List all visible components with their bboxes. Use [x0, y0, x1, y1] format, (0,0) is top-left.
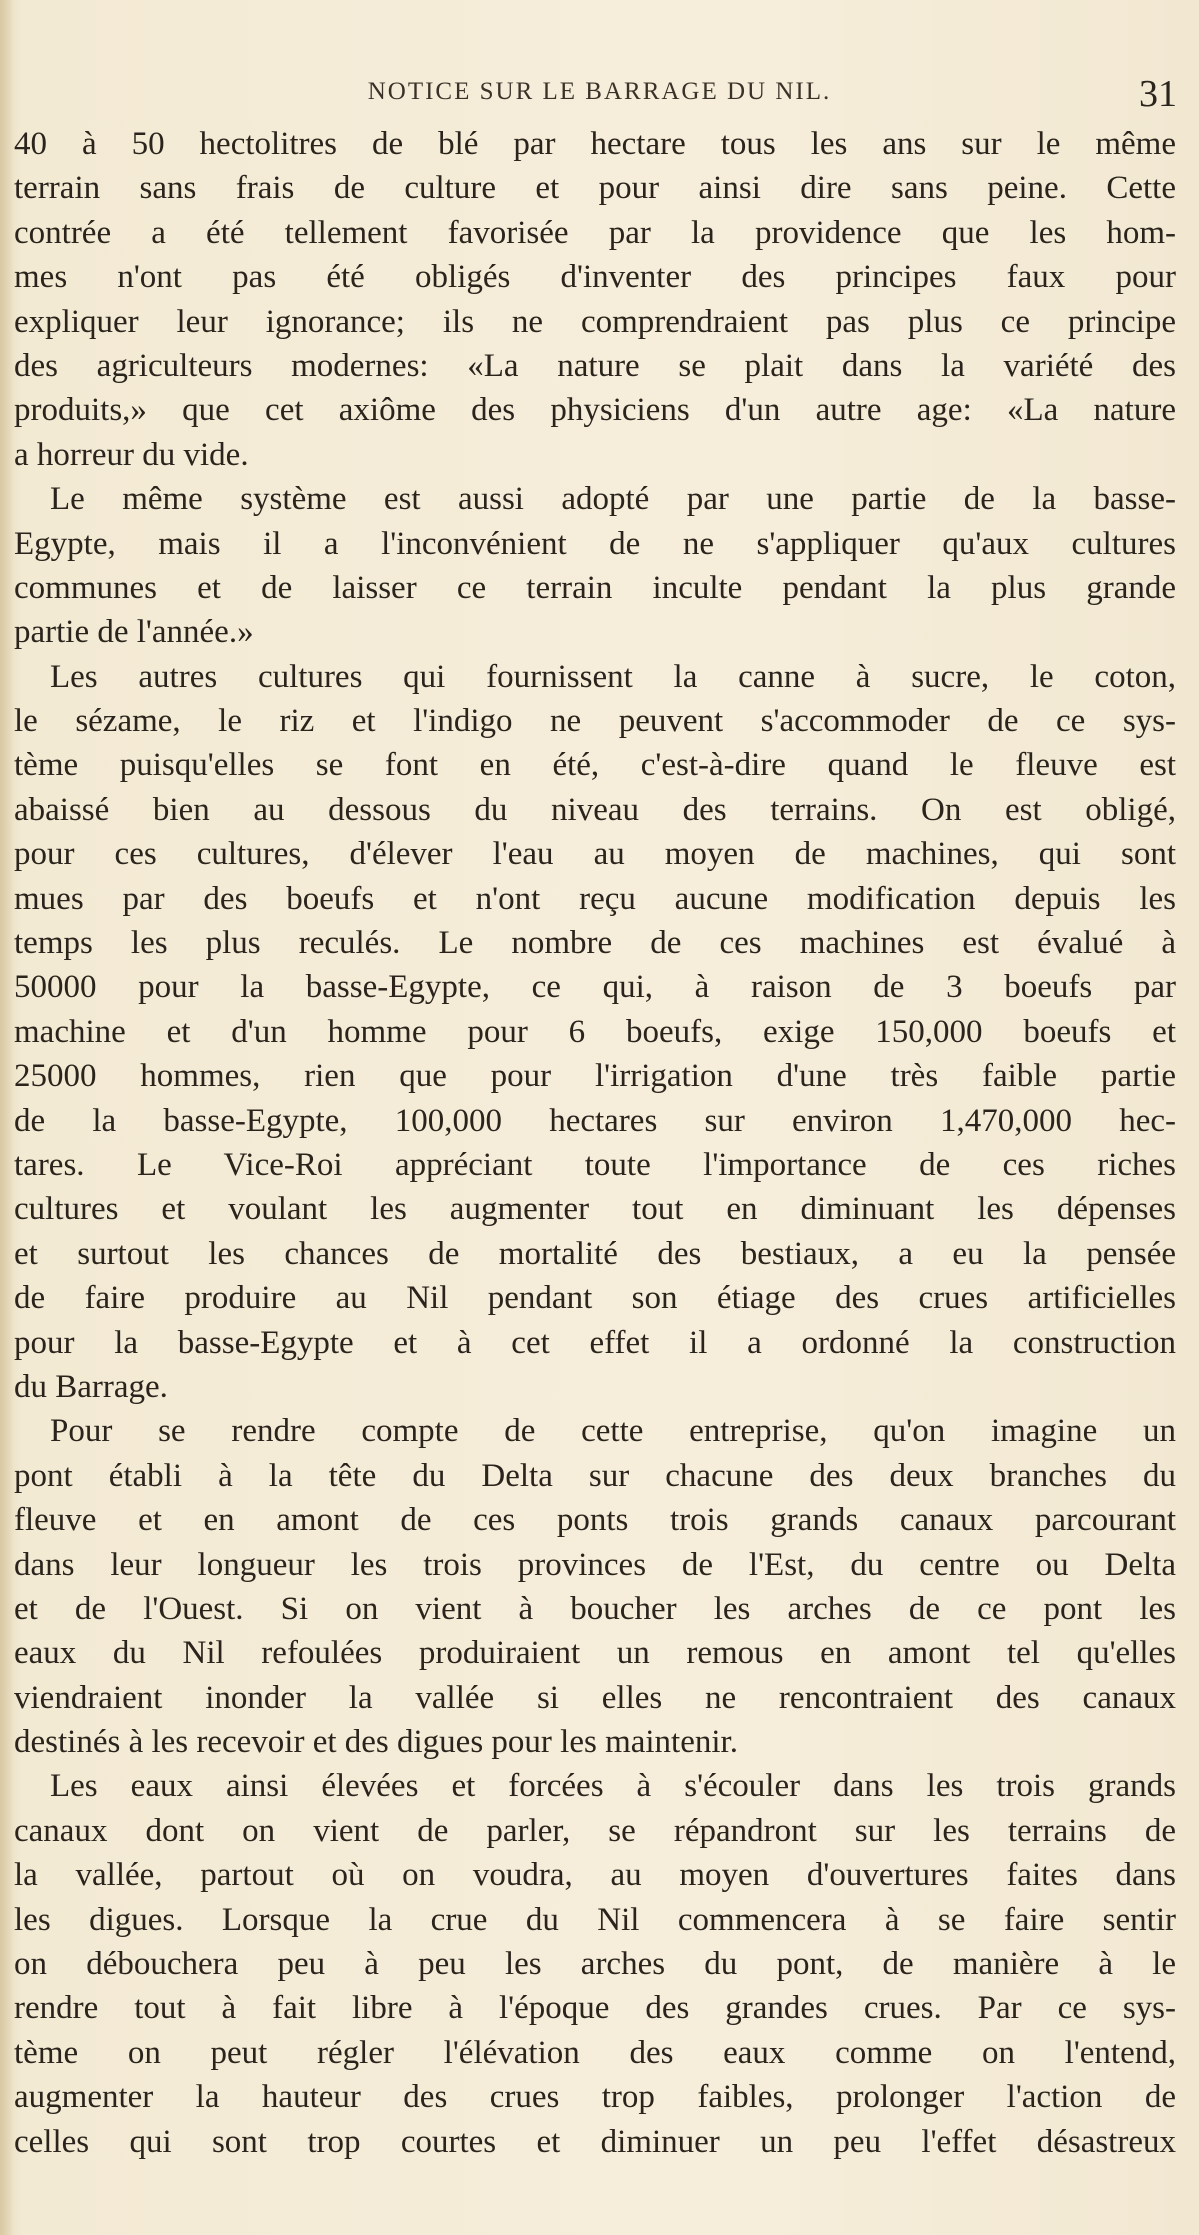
- text-line: le sézame, le riz et l'indigo ne peuvent s'accommoder de ce sys-: [14, 703, 1176, 740]
- text-line: machine et d'un homme pour 6 boeufs, exige 150,000 boeufs et: [14, 1013, 1176, 1050]
- text-line: de la basse-Egypte, 100,000 hectares sur environ 1,470,000 hec-: [14, 1102, 1176, 1139]
- text-line: Les eaux ainsi élevées et forcées à s'écouler dans les trois grands: [50, 1768, 1176, 1805]
- text-line: pour ces cultures, d'élever l'eau au moyen de machines, qui sont: [14, 836, 1176, 873]
- text-line: Pour se rendre compte de cette entreprise, qu'on imagine un: [50, 1413, 1176, 1450]
- text-line: a horreur du vide.: [14, 436, 249, 473]
- text-line: dans leur longueur les trois provinces de l'Est, du centre ou Delta: [14, 1546, 1176, 1583]
- text-line: viendraient inonder la vallée si elles ne rencontraient des canaux: [14, 1679, 1176, 1716]
- text-line: abaissé bien au dessous du niveau des terrains. On est obligé,: [14, 791, 1176, 828]
- text-line: on débouchera peu à peu les arches du pont, de manière à le: [14, 1946, 1176, 1983]
- text-line: expliquer leur ignorance; ils ne comprendraient pas plus ce principe: [14, 303, 1176, 340]
- text-line: et surtout les chances de mortalité des bestiaux, a eu la pensée: [14, 1235, 1176, 1272]
- running-title: NOTICE SUR LE BARRAGE DU NIL.: [367, 78, 832, 105]
- text-line: celles qui sont trop courtes et diminuer un peu l'effet désastreux: [14, 2123, 1176, 2160]
- text-line: fleuve et en amont de ces ponts trois grands canaux parcourant: [14, 1502, 1176, 1539]
- text-line: Le même système est aussi adopté par une partie de la basse-: [50, 481, 1176, 518]
- text-line: la vallée, partout où on voudra, au moyen d'ouvertures faites dans: [14, 1857, 1176, 1894]
- text-line: canaux dont on vient de parler, se répandront sur les terrains de: [14, 1812, 1176, 1849]
- spine-shadow: [0, 0, 14, 2235]
- text-line: Egypte, mais il a l'inconvénient de ne s'appliquer qu'aux cultures: [14, 525, 1176, 562]
- text-line: eaux du Nil refoulées produiraient un remous en amont tel qu'elles: [14, 1635, 1176, 1672]
- text-line: 25000 hommes, rien que pour l'irrigation d'une très faible partie: [14, 1058, 1176, 1095]
- text-line: rendre tout à fait libre à l'époque des grandes crues. Par ce sys-: [14, 1990, 1176, 2027]
- page-number: 31: [1139, 73, 1177, 115]
- text-line: tème on peut régler l'élévation des eaux comme on l'entend,: [14, 2034, 1176, 2071]
- text-line: pont établi à la tête du Delta sur chacune des deux branches du: [14, 1457, 1176, 1494]
- text-line: cultures et voulant les augmenter tout en diminuant les dépenses: [14, 1191, 1176, 1228]
- text-line: 40 à 50 hectolitres de blé par hectare tous les ans sur le même: [14, 126, 1176, 162]
- text-line: temps les plus reculés. Le nombre de ces machines est évalué à: [14, 925, 1176, 962]
- text-line: de faire produire au Nil pendant son étiage des crues artificielles: [14, 1280, 1176, 1317]
- text-line: mes n'ont pas été obligés d'inventer des principes faux pour: [14, 259, 1176, 296]
- text-line: pour la basse-Egypte et à cet effet il a ordonné la construction: [14, 1324, 1176, 1361]
- text-line: contrée a été tellement favorisée par la providence que les hom-: [14, 214, 1176, 251]
- body-text: [14, 122, 1176, 2164]
- text-line: communes et de laisser ce terrain inculte pendant la plus grande: [14, 569, 1176, 606]
- text-line: augmenter la hauteur des crues trop faibles, prolonger l'action de: [14, 2079, 1176, 2116]
- text-line: 50000 pour la basse-Egypte, ce qui, à raison de 3 boeufs par: [14, 969, 1176, 1006]
- running-head: [0, 72, 1199, 115]
- text-line: des agriculteurs modernes: «La nature se plait dans la variété des: [14, 347, 1176, 384]
- text-line: les digues. Lorsque la crue du Nil commencera à se faire sentir: [14, 1901, 1176, 1938]
- text-line: tares. Le Vice-Roi appréciant toute l'importance de ces riches: [14, 1146, 1176, 1183]
- text-line: produits,» que cet axiôme des physiciens d'un autre age: «La nature: [14, 392, 1176, 429]
- text-line: du Barrage.: [14, 1368, 168, 1405]
- text-line: mues par des boeufs et n'ont reçu aucune modification depuis les: [14, 880, 1176, 917]
- text-line: terrain sans frais de culture et pour ainsi dire sans peine. Cette: [14, 170, 1176, 207]
- text-line: et de l'Ouest. Si on vient à boucher les arches de ce pont les: [14, 1590, 1176, 1627]
- text-line: Les autres cultures qui fournissent la canne à sucre, le coton,: [50, 658, 1176, 695]
- text-line: partie de l'année.»: [14, 614, 254, 651]
- text-line: destinés à les recevoir et des digues pour les maintenir.: [14, 1724, 738, 1761]
- text-line: tème puisqu'elles se font en été, c'est-à-dire quand le fleuve est: [14, 747, 1176, 784]
